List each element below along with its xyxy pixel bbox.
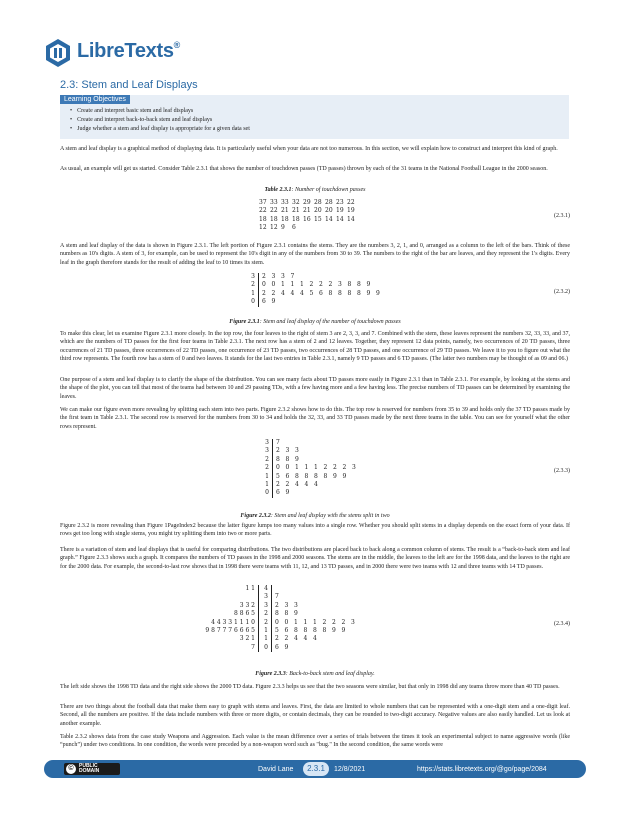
leaf-value-2000: 1: [303, 618, 308, 626]
leaf-value: 9: [342, 472, 347, 480]
stem-value: 1: [251, 289, 255, 297]
leaf-value-2000: 6: [275, 643, 279, 651]
table-cell: 37: [259, 199, 267, 206]
stem-leaf-row: [249, 281, 386, 289]
stem-value: 3: [264, 593, 268, 601]
left-leaves-1998: 8 8 6 5: [234, 610, 255, 618]
leaf-value: 9: [376, 289, 380, 297]
leaf-value-2000: 4: [313, 635, 317, 643]
stem-divider-left: [258, 619, 259, 627]
public-domain-badge[interactable]: [64, 763, 120, 775]
stem-leaf-row: [263, 456, 362, 464]
table-cell: 21: [281, 207, 289, 215]
table-cell: 18: [270, 215, 278, 223]
leaf-value: 0: [285, 464, 290, 472]
stem-divider: [258, 273, 259, 281]
back-to-back-row: [195, 602, 361, 610]
leaf-value-2000: 6: [284, 626, 289, 634]
left-leaves-1998: 4 4 3 3 1 1 1 0: [211, 618, 255, 626]
paragraph-football: There are two things about the football data that make them easy to graph with stems and leaves. First, the data are limited to whole numbers that can be represented with a one-digit stem and a one-digit leaf. Second, all the numbers are positive. If the data include numbers with three or more digits, or contain decimals, they can be rounded to two-digit accuracy. Negative values are also easily handled. Let us look at another example.: [60, 704, 570, 727]
leaf-value: 4: [314, 480, 318, 488]
leaf-value: 4: [281, 289, 285, 297]
leaf-value-2000: 2: [322, 618, 327, 626]
equation-number: (2.3.3): [554, 468, 570, 474]
table-cell: 20: [314, 207, 322, 215]
stem-divider: [272, 473, 273, 481]
leaf-value: 8: [347, 289, 352, 297]
table-cell: 32: [292, 199, 300, 206]
stem-divider-left: [258, 635, 259, 643]
stem-divider: [272, 481, 273, 489]
left-leaves-1998: 3 3 2: [239, 601, 255, 609]
stem-value: 1: [265, 472, 269, 480]
figure-2-3-2-caption: Figure 2.3.2: Stem and leaf display with the stems split in two: [240, 513, 390, 519]
table-cell: 29: [303, 199, 311, 206]
leaf-value-2000: 8: [322, 626, 327, 634]
libretexts-logo[interactable]: [44, 38, 214, 68]
table-cell: 21: [303, 207, 311, 215]
table-cell: 6: [292, 224, 296, 232]
leaf-value-2000: 8: [303, 626, 308, 634]
leaf-value: 2: [328, 281, 333, 289]
paragraph-split: We can make our figure even more revealing by splitting each stem into two parts. Figure 2.3.2 shows how to do this. The top row is reserved for numbers from 35 to 39 and holds only the 37 TD passes made by the first team in Table 2.3.1. The second row is reserved for the numbers from 30 to 34 and holds the 32, 33, and 33 TD passes made by the next three teams in the table. You can see for yourself what the other rows represent.: [60, 407, 570, 430]
leaf-value: 2: [333, 464, 337, 472]
leaf-value: 7: [290, 273, 295, 280]
stem-value: 3: [251, 273, 255, 280]
stem-divider-right: [271, 635, 272, 643]
stem-divider-left: [258, 602, 259, 610]
stem-value: 0: [264, 643, 268, 651]
leaf-value-2000: 8: [275, 610, 279, 618]
footer-author: David Lane: [258, 766, 294, 773]
table-cell: 12: [270, 224, 278, 232]
stem-leaf-display: [249, 273, 386, 307]
stem-divider: [258, 298, 259, 306]
leaf-value-2000: 2: [284, 635, 289, 643]
stem-divider-right: [271, 619, 272, 627]
leaf-value: 9: [271, 298, 276, 306]
stem-leaf-row: [249, 273, 386, 281]
table-cell: 18: [281, 215, 289, 223]
table-cell: 22: [347, 199, 355, 206]
leaf-value: 0: [276, 464, 280, 472]
back-to-back-row: [195, 585, 361, 593]
objectives-list: [70, 107, 250, 134]
footer-date: 12/8/2021: [334, 766, 366, 773]
table-cell: 33: [281, 199, 289, 206]
stem-divider: [258, 290, 259, 298]
leaf-value-2000: 0: [275, 618, 279, 626]
license-label: PUBLIC DOMAIN: [79, 763, 100, 774]
stem-divider: [272, 464, 273, 472]
objective-item: • Judge whether a stem and leaf display is appropriate for a given data set: [70, 125, 250, 134]
equation-number: (2.3.2): [554, 289, 570, 295]
leaf-value-2000: 0: [284, 618, 289, 626]
leaf-value: 2: [262, 273, 266, 280]
leaf-value: 0: [271, 281, 276, 289]
paragraph-weapons: Table 2.3.2 shows data from the case study Weapons and Aggression. Each value is the mean difference over a series of trials between the times it took an experimental subject to name aggressive words (like “punch”) under two conditions. In one condition, the words were preceded by a non-weapon word such as "bug." In the second condition, the same words were: [60, 734, 570, 749]
leaf-value: 8: [285, 455, 290, 463]
leaf-value-2000: 2: [275, 635, 279, 643]
leaf-value-2000: 4: [294, 635, 298, 643]
stem-leaf-row: [263, 447, 362, 455]
back-to-back-display: [195, 585, 361, 652]
stem-value: 3: [265, 439, 269, 446]
stem-divider-right: [271, 627, 272, 635]
leaf-value: 8: [314, 472, 318, 480]
touchdown-table: [259, 199, 358, 233]
table-cell: 22: [270, 207, 278, 215]
table-cell: 12: [259, 224, 267, 232]
stem-divider-left: [258, 585, 259, 593]
leaf-value: 9: [366, 289, 371, 297]
table-cell: 19: [336, 207, 344, 215]
stem-value: 2: [265, 455, 269, 463]
table-cell: 18: [259, 215, 267, 223]
leaf-value-2000: 9: [294, 610, 298, 618]
back-to-back-row: [195, 619, 361, 627]
leaf-value: 2: [271, 289, 276, 297]
stem-divider: [272, 456, 273, 464]
stem-value: 2: [265, 464, 269, 472]
table-cell: 22: [259, 207, 267, 215]
leaf-value: 9: [366, 281, 371, 289]
leaf-value: 6: [276, 489, 280, 497]
stem-leaf-row: [263, 481, 362, 489]
back-to-back-row: [195, 627, 361, 635]
leaf-value: 3: [285, 447, 290, 455]
leaf-value-2000: 2: [332, 618, 336, 626]
stem-value: 1: [264, 626, 268, 634]
stem-divider-left: [258, 644, 259, 652]
leaf-value: 3: [281, 273, 285, 280]
stem-divider: [272, 489, 273, 497]
table-cell: 23: [336, 199, 344, 206]
footer-url[interactable]: https://stats.libretexts.org/@go/page/2084: [417, 766, 547, 773]
stem-leaf-row: [249, 290, 386, 298]
leaf-value: 2: [323, 464, 328, 472]
leaf-value: 8: [328, 289, 333, 297]
paragraph-intro: A stem and leaf display is a graphical method of displaying data. It is particularly useful when your data are not too numerous. In this section, we will explain how to construct and interpret this kind of graph.: [60, 146, 558, 152]
leaf-value: 2: [262, 289, 266, 297]
paragraph-examine: To make this clear, let us examine Figure 2.3.1 more closely. In the top row, the four leaves to the right of stem 3 are 2, 3, 3, and 7. Combined with the stem, these leaves represent the numbers 32, 33, 33, and 37, which are the numbers of TD passes for the first four teams in Table 2.3.1. The next row has a stem of 2 and 12 leaves. Together, they represent 12 data points, namely, two occurrences of 20 TD passes, three occurrences of 21 TD passes, three occurrences of 22 TD passes, one occurrence of 23 TD passes, two occurrences of 28 TD passes, and one occurrence of 29 TD passes. We leave it to you to figure out what the third row represents. The fourth row has a stem of 0 and two leaves. It stands for the last two entries in Table 2.3.1, namely 9 TD passes and 6 TD passes. (The latter two numbers may be thought of as 09 and 06.): [60, 331, 570, 363]
leaf-value: 8: [323, 472, 328, 480]
leaf-value: 9: [295, 455, 299, 463]
split-stem-display: [263, 439, 362, 498]
table-cell: 15: [314, 215, 322, 223]
learning-objectives-heading: Learning Objectives: [60, 95, 130, 104]
leaf-value: 7: [276, 439, 280, 446]
footer-page-number: 2.3.1: [303, 762, 329, 776]
leaf-value: 1: [304, 464, 309, 472]
left-leaves-1998: 7: [251, 643, 255, 651]
table-cell: 19: [347, 207, 355, 215]
table-cell: 28: [325, 199, 333, 206]
leaf-value-2000: 9: [332, 626, 336, 634]
stem-leaf-row: [263, 464, 362, 472]
leaf-value: 1: [281, 281, 285, 289]
leaf-value-2000: 3: [351, 618, 355, 626]
table-cell: 16: [303, 215, 311, 223]
leaf-value: 2: [319, 281, 323, 289]
stem-divider-left: [258, 610, 259, 618]
leaf-value: 8: [357, 289, 361, 297]
table-cell: 14: [347, 215, 355, 223]
table-row: [259, 199, 358, 207]
stem-value: 0: [265, 489, 269, 497]
leaf-value-2000: 1: [294, 618, 298, 626]
back-to-back-row: [195, 644, 361, 652]
table-cell: 9: [281, 224, 285, 232]
leaf-value-2000: 8: [284, 610, 289, 618]
stem-leaf-row: [263, 489, 362, 497]
leaf-value-2000: 2: [341, 618, 346, 626]
stem-leaf-row: [249, 298, 386, 306]
stem-leaf-row: [263, 439, 362, 447]
leaf-value: 6: [262, 298, 266, 306]
stem-divider: [272, 439, 273, 447]
left-leaves-1998: 3 2 1: [239, 635, 255, 643]
stem-value: 0: [251, 298, 255, 306]
leaf-value-2000: 3: [294, 601, 298, 609]
leaf-value: 8: [295, 472, 299, 480]
leaf-value: 0: [262, 281, 266, 289]
stem-divider-left: [258, 593, 259, 601]
leaf-value: 3: [271, 273, 276, 280]
leaf-value-2000: 9: [341, 626, 346, 634]
public-domain-icon: ©: [66, 764, 76, 774]
objective-item: • Create and interpret basic stem and leaf displays: [70, 107, 250, 116]
stem-value: 2: [264, 610, 268, 618]
leaf-value: 4: [290, 289, 295, 297]
leaf-value-2000: 8: [294, 626, 298, 634]
brand-name: LibreTexts®: [77, 40, 181, 62]
leaf-value: 9: [285, 489, 290, 497]
leaf-value: 8: [304, 472, 309, 480]
leaf-value: 5: [309, 289, 314, 297]
stem-divider-left: [258, 627, 259, 635]
figure-2-3-1-caption: Figure 2.3.1: Stem and leaf display of the number of touchdown passes: [229, 319, 401, 325]
back-to-back-row: [195, 593, 361, 601]
leaf-value: 3: [295, 447, 299, 455]
leaf-value: 1: [314, 464, 318, 472]
table-row: [259, 207, 358, 215]
leaf-value-2000: 8: [313, 626, 317, 634]
leaf-value: 1: [300, 281, 304, 289]
leaf-value-2000: 7: [275, 593, 279, 601]
table-row: [259, 224, 358, 232]
leaf-value: 8: [276, 455, 280, 463]
stem-value: 3: [265, 447, 269, 455]
leaf-value: 2: [276, 480, 280, 488]
paragraph-example: As usual, an example will get us started. Consider Table 2.3.1 that shows the number of touchdown passes (TD passes) thrown by each of the 31 teams in the National Football League in the 2000 season.: [60, 166, 548, 172]
leaf-value: 9: [333, 472, 337, 480]
table-cell: 14: [325, 215, 333, 223]
leaf-value: 4: [304, 480, 309, 488]
leaf-value: 2: [285, 480, 290, 488]
stem-divider-right: [271, 602, 272, 610]
leaf-value: 6: [319, 289, 323, 297]
objective-item: • Create and interpret back-to-back stem and leaf displays: [70, 116, 250, 125]
paragraph-purpose: One purpose of a stem and leaf display is to clarify the shape of the distribution. You can see many facts about TD passes more easily in Figure 2.3.1 than in Table 2.3.1. For example, by looking at the stems and the shape of the plot, you can tell that most of the teams had between 10 and 29 passing TDs, with a few having more and a few having less. The precise numbers of TD passes can be determined by examining the leaves.: [60, 377, 570, 400]
leaf-value-2000: 1: [313, 618, 317, 626]
stem-divider: [258, 281, 259, 289]
table-2-3-1-caption: Table 2.3.1: Number of touchdown passes: [264, 187, 366, 193]
back-to-back-row: [195, 635, 361, 643]
leaf-value: 4: [300, 289, 304, 297]
table-cell: 18: [292, 215, 300, 223]
leaf-value-2000: 2: [275, 601, 279, 609]
stem-value: 2: [251, 281, 255, 289]
stem-divider: [272, 447, 273, 455]
leaf-value: 3: [338, 281, 342, 289]
figure-2-3-3-caption: Figure 2.3.3: Back-to-back stem and leaf display.: [255, 671, 375, 677]
stem-divider-right: [271, 593, 272, 601]
equation-number: (2.3.4): [554, 621, 570, 627]
table-cell: 14: [336, 215, 344, 223]
leaf-value-2000: 5: [275, 626, 279, 634]
leaf-value-2000: 3: [284, 601, 289, 609]
leaf-value-2000: 9: [284, 643, 289, 651]
page-title: 2.3: Stem and Leaf Displays: [60, 79, 198, 91]
leaf-value: 1: [295, 464, 299, 472]
table-cell: 33: [270, 199, 278, 206]
paragraph-seasons: The left side shows the 1998 TD data and the right side shows the 2000 TD data. Figure 2.3.3 helps us see that the two seasons were similar, but that only in 1998 did any teams throw more than 40 TD passes.: [60, 684, 560, 690]
leaf-value: 2: [309, 281, 314, 289]
leaf-value: 8: [338, 289, 342, 297]
left-leaves-1998: 9 8 7 7 7 6 6 6 5: [205, 626, 255, 634]
leaf-value: 6: [285, 472, 290, 480]
leaf-value: 2: [276, 447, 280, 455]
stem-divider-right: [271, 585, 272, 593]
leaf-value-2000: 4: [303, 635, 308, 643]
stem-value: 2: [264, 618, 268, 626]
leaf-value: 3: [352, 464, 356, 472]
stem-divider-right: [271, 644, 272, 652]
stem-value: 1: [264, 635, 268, 643]
stem-divider-right: [271, 610, 272, 618]
table-cell: 21: [292, 207, 300, 215]
table-row: [259, 216, 358, 224]
table-cell: 28: [314, 199, 322, 206]
back-to-back-row: [195, 610, 361, 618]
leaf-value: 4: [295, 480, 299, 488]
stem-leaf-row: [263, 473, 362, 481]
equation-number: (2.3.1): [554, 213, 570, 219]
paragraph-stems: A stem and leaf display of the data is shown in Figure 2.3.1. The left portion of Figure 2.3.1 contains the stems. They are the numbers 3, 2, 1, and 0, arranged as a column to the left of the bars. Think of these numbers as 10's digits. A stem of 3, for example, can be used to represent the 10's digit in any of the numbers from 30 to 39. The numbers to the right of the bar are leaves, and they represent the 1's digits. Every leaf in the graph therefore stands for the result of adding the leaf to 10 times its stem.: [60, 243, 570, 266]
learning-objectives-box: [60, 95, 569, 139]
libretexts-logo-icon: [44, 38, 72, 68]
leaf-value: 2: [342, 464, 347, 472]
left-leaves-1998: 1 1: [245, 585, 255, 592]
stem-value: 1: [265, 480, 269, 488]
leaf-value: 1: [290, 281, 295, 289]
paragraph-back-to-back: There is a variation of stem and leaf displays that is useful for comparing distributions. The two distributions are placed back to back along a common column of stems. The result is a “back-to-back stem and leaf graph.” Figure 2.3.3 shows such a graph. It compares the numbers of TD passes in the 1998 and 2000 seasons. The stems are in the middle, the leaves to the left are for the 1998 data, and the leaves to the right are for the 2000 data. For example, the second-to-last row shows that in 1998 there were teams with 11, 12, and 13 TD passes, and in 2000 there were two teams with 12 and three teams with 14 TD passes.: [60, 547, 570, 570]
stem-value: 3: [264, 601, 268, 609]
leaf-value: 8: [357, 281, 361, 289]
table-cell: 20: [325, 207, 333, 215]
paragraph-revealing: Figure 2.3.2 is more revealing than Figure 1PageIndex2 because the latter figure lumps too many values into a single row. Whether you should split stems in a display depends on the exact form of your data. If rows get too long with single stems, you might try splitting them into two or more parts.: [60, 523, 570, 538]
stem-value: 4: [264, 585, 268, 592]
leaf-value: 8: [347, 281, 352, 289]
leaf-value: 5: [276, 472, 280, 480]
